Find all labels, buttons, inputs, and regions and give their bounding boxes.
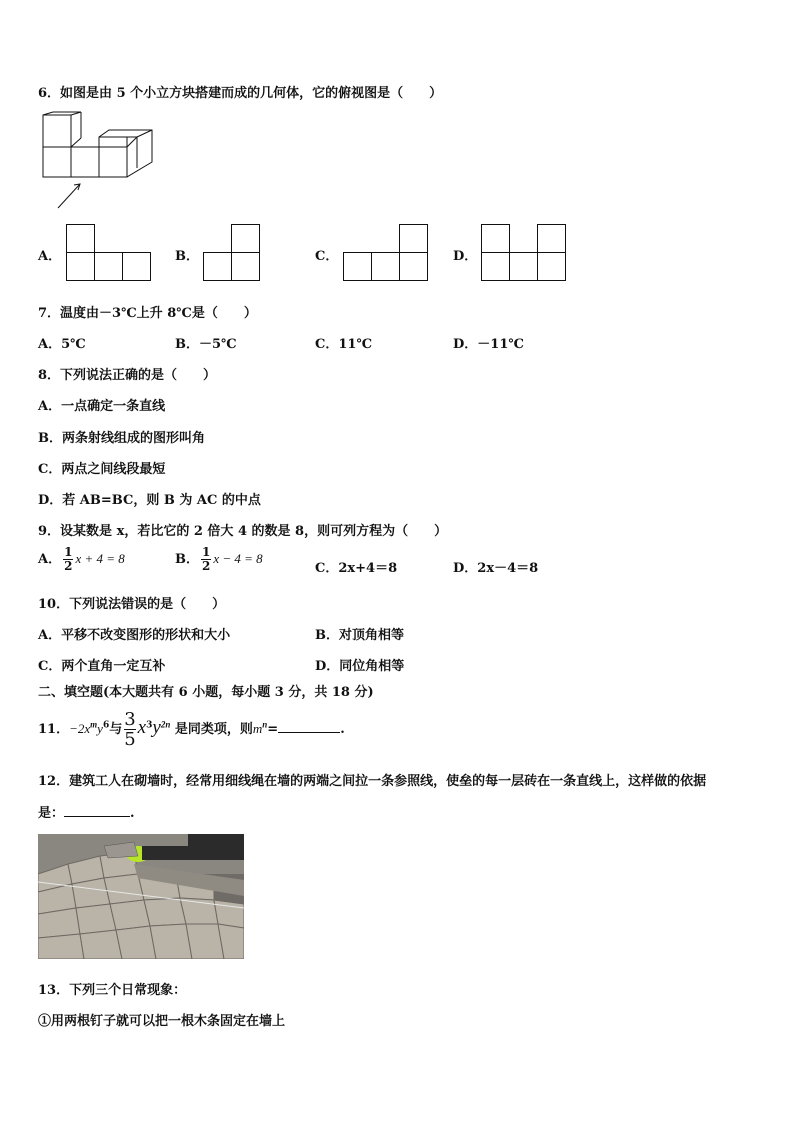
bricklaying-photo	[38, 834, 244, 959]
q9-option-a[interactable]	[38, 546, 125, 573]
q6-option-c-label[interactable]: C．	[315, 249, 339, 264]
q6-option-d-figure[interactable]	[481, 224, 567, 282]
q9-option-d-expr: 2x－4＝8	[477, 561, 539, 576]
q6-option-c-figure[interactable]	[343, 224, 429, 282]
q11-fraction: $\frac{3}{5}$	[124, 709, 136, 750]
q8-option-b[interactable]: B．两条射线组成的图形叫角	[38, 431, 205, 446]
q9-option-c-label: C．	[315, 561, 339, 576]
q9-option-a-fraction: $\frac{1}{2}$	[64, 545, 73, 573]
q10-option-d[interactable]: D．同位角相等	[315, 659, 405, 674]
q8-option-a[interactable]: A．一点确定一条直线	[38, 399, 166, 414]
q8-option-c[interactable]: C．两点之间线段最短	[38, 462, 166, 477]
q7-option-b[interactable]: B．－5℃	[175, 337, 237, 352]
q10-option-a[interactable]: A．平移不改变图形的形状和大小	[38, 628, 231, 643]
q11-text: 11．$-2x^my^6$与 $\frac{3}{5}$ $x^3y^{2n}$ 是同类项，则$m^n=$ .	[38, 709, 345, 750]
q8-text: 8．下列说法正确的是（ ）	[38, 368, 217, 383]
q10-option-c[interactable]: C．两个直角一定互补	[38, 659, 166, 674]
q6-option-b-figure[interactable]	[203, 224, 263, 282]
q9-option-b-label: B．	[175, 552, 199, 567]
q11-answer-blank[interactable]	[278, 720, 340, 733]
q7-option-c[interactable]: C．11℃	[315, 337, 373, 352]
q6-option-d-label[interactable]: D．	[453, 249, 478, 264]
q9-option-b[interactable]	[175, 546, 263, 573]
q12-text-line1: 12．建筑工人在砌墙时，经常用细线绳在墙的两端之间拉一条参照线，使垒的每一层砖在一条直线上，这样做的依据	[38, 774, 707, 789]
q6-option-a-label[interactable]: A．	[38, 249, 62, 264]
q9-option-a-label: A．	[38, 552, 62, 567]
q9-option-c-expr: 2x+4＝8	[338, 561, 398, 576]
q9-option-b-fraction: $\frac{1}{2}$	[202, 545, 211, 573]
q12-answer-blank[interactable]	[64, 804, 130, 817]
q9-option-d[interactable]	[453, 557, 538, 576]
q7-option-d[interactable]: D．－11℃	[453, 337, 524, 352]
q6-text: 6．如图是由 5 个小立方块搭建而成的几何体，它的俯视图是（ ）	[38, 86, 443, 101]
q9-option-d-label: D．	[453, 561, 478, 576]
q10-text: 10．下列说法错误的是（ ）	[38, 597, 226, 612]
q6-option-a-figure[interactable]	[66, 224, 152, 282]
q9-text: 9．设某数是 x，若比它的 2 倍大 4 的数是 8，则可列方程为（ ）	[38, 524, 448, 539]
q7-option-a[interactable]: A．5℃	[38, 337, 86, 352]
q9-option-a-expr: x + 4 = 8	[75, 551, 125, 566]
q13-text: 13．下列三个日常现象：	[38, 983, 187, 998]
q9-option-c[interactable]	[315, 557, 397, 576]
cube-solid-figure	[40, 112, 160, 212]
q6-option-b-label[interactable]: B．	[175, 249, 199, 264]
q9-option-b-expr: x − 4 = 8	[213, 551, 263, 566]
q12-text-line2: 是： .	[38, 806, 135, 821]
q7-text: 7．温度由－3℃上升 8℃是（ ）	[38, 306, 257, 321]
q13-item-1: ①用两根钉子就可以把一根木条固定在墙上	[38, 1014, 286, 1029]
q10-option-b[interactable]: B．对顶角相等	[315, 628, 404, 643]
q8-option-d[interactable]: D．若 AB=BC，则 B 为 AC 的中点	[38, 493, 261, 508]
section-heading-fill-in: 二、填空题(本大题共有 6 小题，每小题 3 分，共 18 分)	[38, 685, 374, 700]
